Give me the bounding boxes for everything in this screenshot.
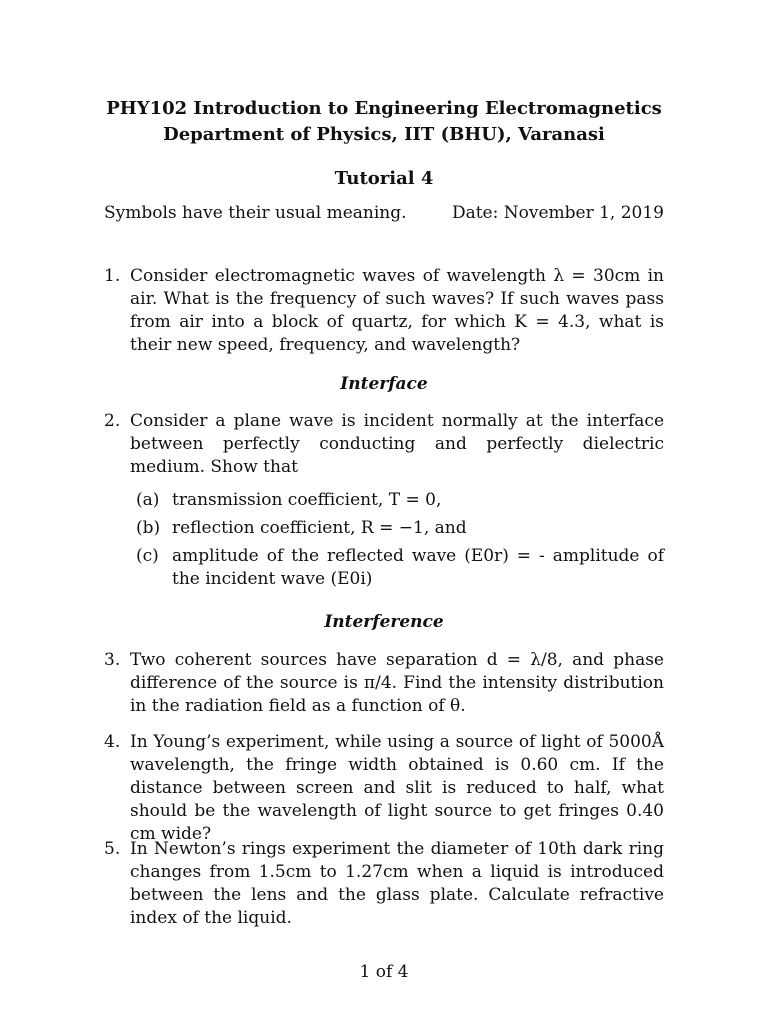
question-4 (104, 731, 664, 846)
date-text: Date: November 1, 2019 (451, 203, 664, 223)
subpart-a (136, 489, 664, 512)
subpart-text: amplitude of the reflected wave (E0r) = - amplitude of the incident wave (E0i) (172, 546, 664, 589)
question-5 (104, 838, 664, 930)
subpart-c (136, 545, 664, 591)
question-text: In Young’s experiment, while using a source of light of 5000Å wavelength, the fringe width obtained is 0.60 cm. If the distance between screen and slit is reduced to half, what should be the wavelength of light source to get fringes 0.40 cm wide? (130, 732, 664, 844)
question-number: 4. (104, 732, 121, 752)
section-heading-interference: Interference (324, 612, 444, 632)
question-text: Consider electromagnetic waves of wavelength λ = 30cm in air. What is the frequency of such waves? If such waves pass from air into a block of quartz, for which K = 4.3, what is their new speed, frequency, and wavelength? (130, 266, 664, 355)
page-number: 1 of 4 (359, 962, 409, 982)
question-text: Two coherent sources have separation d = λ/8, and phase difference of the source is π/4. Find the intensity distribution in the radiation field as a function of θ. (130, 650, 664, 716)
subpart-text: transmission coefficient, T = 0, (172, 490, 442, 510)
symbols-note: Symbols have their usual meaning. (104, 203, 407, 223)
question-text: In Newton’s rings experiment the diameter of 10th dark ring changes from 1.5cm to 1.27cm when a liquid is introduced between the lens and the glass plate. Calculate refractive index of the liquid. (130, 839, 664, 928)
question-number: 2. (104, 411, 121, 431)
subpart-label: (b) (136, 518, 161, 538)
question-number: 1. (104, 266, 121, 286)
subpart-b (136, 517, 664, 540)
question-1 (104, 265, 664, 357)
subpart-text: reflection coefficient, R = −1, and (172, 518, 467, 538)
document-header (0, 96, 768, 148)
subpart-list (104, 489, 664, 591)
question-text: Consider a plane wave is incident normally at the interface between perfectly conducting and perfectly dielectric medium. Show that (130, 411, 664, 477)
question-2 (104, 410, 664, 596)
section-heading-interface: Interface (340, 374, 428, 394)
question-number: 3. (104, 650, 121, 670)
subpart-label: (a) (136, 490, 160, 510)
meta-line (104, 203, 664, 223)
department-title: Department of Physics, IIT (BHU), Varanasi (163, 124, 605, 145)
course-title: PHY102 Introduction to Engineering Electromagnetics (106, 98, 662, 119)
subpart-label: (c) (136, 546, 159, 566)
tutorial-title: Tutorial 4 (334, 168, 434, 189)
question-3 (104, 649, 664, 718)
question-number: 5. (104, 839, 121, 859)
